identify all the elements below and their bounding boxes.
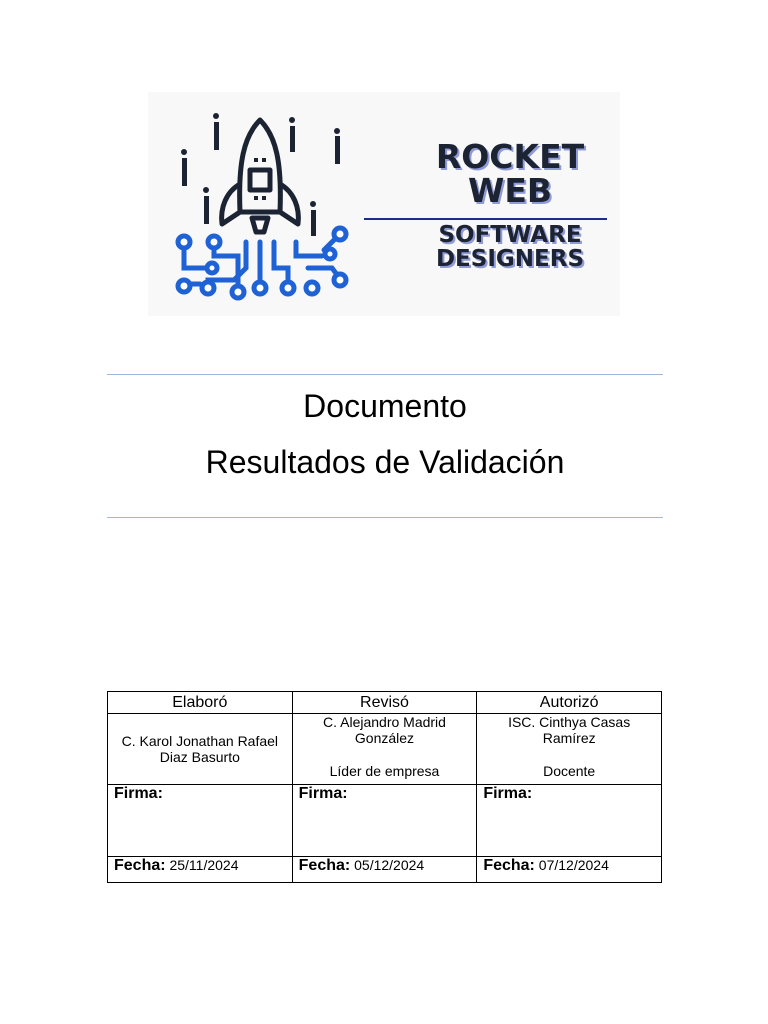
- table-names-row: [108, 714, 662, 785]
- document-title: Resultados de Validación: [205, 444, 565, 480]
- role-autorizo: Docente: [543, 763, 596, 779]
- fecha-value: 05/12/2024: [354, 857, 425, 873]
- name-cell-reviso: [292, 714, 477, 785]
- top-divider: [107, 374, 663, 375]
- firma-cell-elaboro: Firma:: [108, 785, 293, 857]
- table-firma-row: [108, 785, 662, 857]
- table-header-row: [108, 692, 662, 714]
- header-elaboro: Elaboró: [108, 692, 293, 714]
- firma-cell-reviso: Firma:: [292, 785, 477, 857]
- brand-line-2: WEB: [467, 171, 553, 210]
- name-cell-autorizo: [477, 714, 662, 785]
- brand-divider: [364, 218, 607, 220]
- header-autorizo: Autorizó: [477, 692, 662, 714]
- name-reviso: C. Alejandro Madrid González: [323, 714, 446, 746]
- fecha-label: Fecha:: [298, 857, 351, 874]
- fecha-label: Fecha:: [483, 857, 535, 874]
- fecha-value: 07/12/2024: [538, 857, 609, 873]
- brand-name: [410, 137, 610, 210]
- bottom-divider: [107, 517, 663, 518]
- tagline-line-1: SOFTWARE: [438, 222, 582, 248]
- header-reviso: Revisó: [292, 692, 477, 714]
- fecha-label: Fecha:: [114, 857, 166, 874]
- fecha-cell-elaboro: [108, 857, 293, 883]
- fecha-cell-autorizo: [477, 857, 662, 883]
- fecha-cell-reviso: [292, 857, 477, 883]
- brand-line-1: ROCKET: [435, 137, 585, 176]
- brand-tagline: [410, 223, 610, 271]
- company-logo: [148, 92, 620, 316]
- firma-cell-autorizo: Firma:: [477, 785, 662, 857]
- name-autorizo: ISC. Cinthya Casas Ramírez: [508, 714, 631, 746]
- role-reviso: Líder de empresa: [329, 763, 440, 779]
- fecha-value: 25/11/2024: [169, 857, 239, 873]
- document-label: Documento: [303, 388, 467, 424]
- tagline-line-2: DESIGNERS: [435, 246, 585, 272]
- name-elaboro: C. Karol Jonathan Rafael Diaz Basurto: [121, 733, 279, 765]
- table-fecha-row: [108, 857, 662, 883]
- name-cell-elaboro: [108, 714, 293, 785]
- signature-table: [107, 691, 662, 883]
